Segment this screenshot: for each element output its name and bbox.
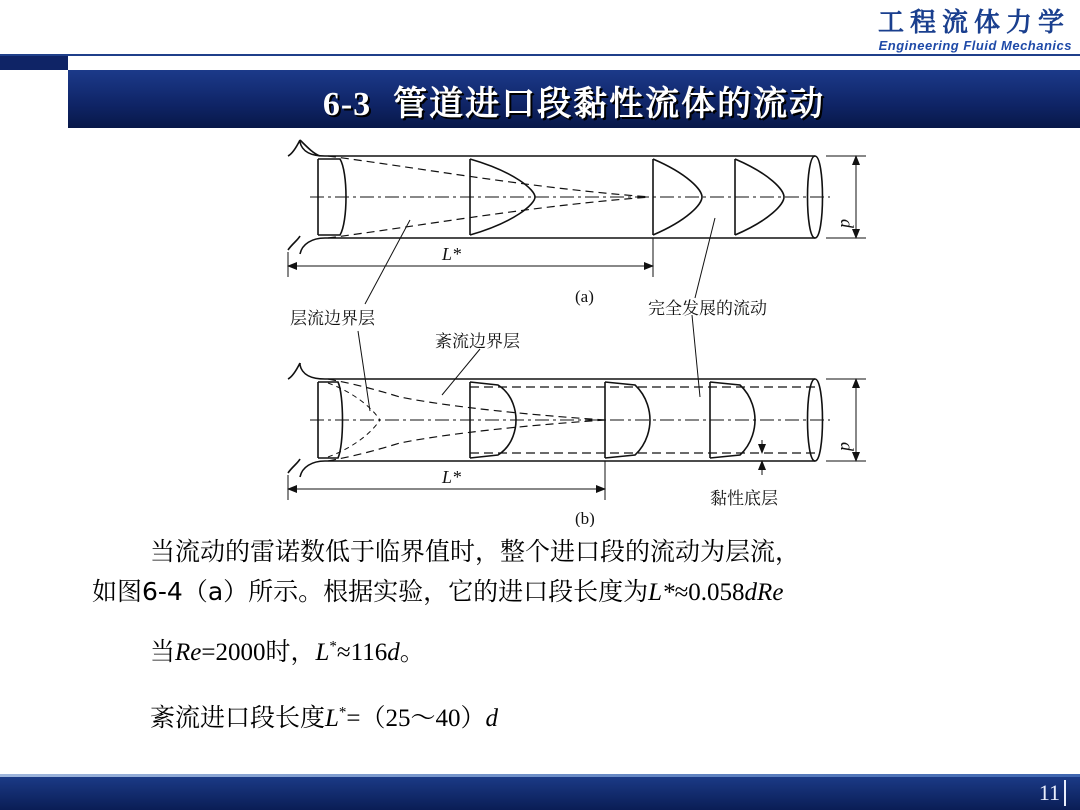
body-line-3 (150, 632, 425, 668)
formula-dRe: dRe (744, 579, 784, 606)
logo-chinese: 工程流体力学 (877, 8, 1070, 38)
label-fully-developed-flow: 完全发展的流动 (648, 299, 767, 319)
page-number: 11 (1039, 780, 1066, 806)
title-left-gap (0, 70, 68, 128)
title-left-strip (0, 56, 68, 70)
slide-title (68, 76, 1080, 125)
title-bar (68, 70, 1080, 128)
line4-L: L (325, 705, 339, 732)
header-divider (0, 54, 1080, 56)
pipe-entrance-figure (270, 132, 870, 527)
label-d-b: d (837, 442, 857, 451)
body-line-2 (92, 572, 783, 608)
logo-english: Engineering Fluid Mechanics (878, 38, 1072, 53)
section-title: 管道进口段黏性流体的流动 (393, 84, 826, 124)
line4-prefix: 紊流进口段长度 (150, 703, 326, 732)
label-sub-a: (a) (575, 287, 594, 306)
line3-d: d (387, 639, 400, 666)
label-d-a: d (837, 219, 857, 228)
label-L-star-b: L* (442, 467, 462, 487)
line3-star: * (329, 638, 337, 655)
body-line-1: 当流动的雷诺数低于临界值时，整个进口段的流动为层流， (150, 537, 801, 566)
diagram-b (288, 315, 866, 500)
label-viscous-sublayer: 黏性底层 (710, 489, 778, 509)
label-turbulent-boundary-layer: 紊流边界层 (435, 332, 520, 352)
line3-end: 。 (399, 637, 425, 666)
section-number: 6-3 (322, 86, 372, 123)
body-line-4 (150, 698, 498, 734)
line3-Re: Re (175, 639, 202, 666)
label-laminar-boundary-layer: 层流边界层 (290, 309, 375, 329)
line4-star: * (338, 704, 347, 721)
body-line-2-text: 如图6-4（a）所示。根据实验，它的进口段长度为 (92, 577, 649, 606)
footer-bar (0, 777, 1080, 810)
formula-coefficient: ≈0.058 (674, 579, 745, 606)
formula-L-star: L* (648, 579, 675, 606)
line3-result: ≈116 (336, 639, 388, 666)
line4-range: =（25～40） (346, 705, 486, 732)
line3-L: L (315, 639, 330, 666)
line4-d: d (485, 705, 499, 732)
line3-when: 时， (265, 637, 316, 666)
diagram-a (288, 140, 866, 304)
label-L-star-a: L* (442, 244, 462, 264)
line3-value: =2000 (201, 639, 266, 666)
label-sub-b: (b) (575, 509, 595, 527)
line3-prefix: 当 (150, 637, 176, 666)
